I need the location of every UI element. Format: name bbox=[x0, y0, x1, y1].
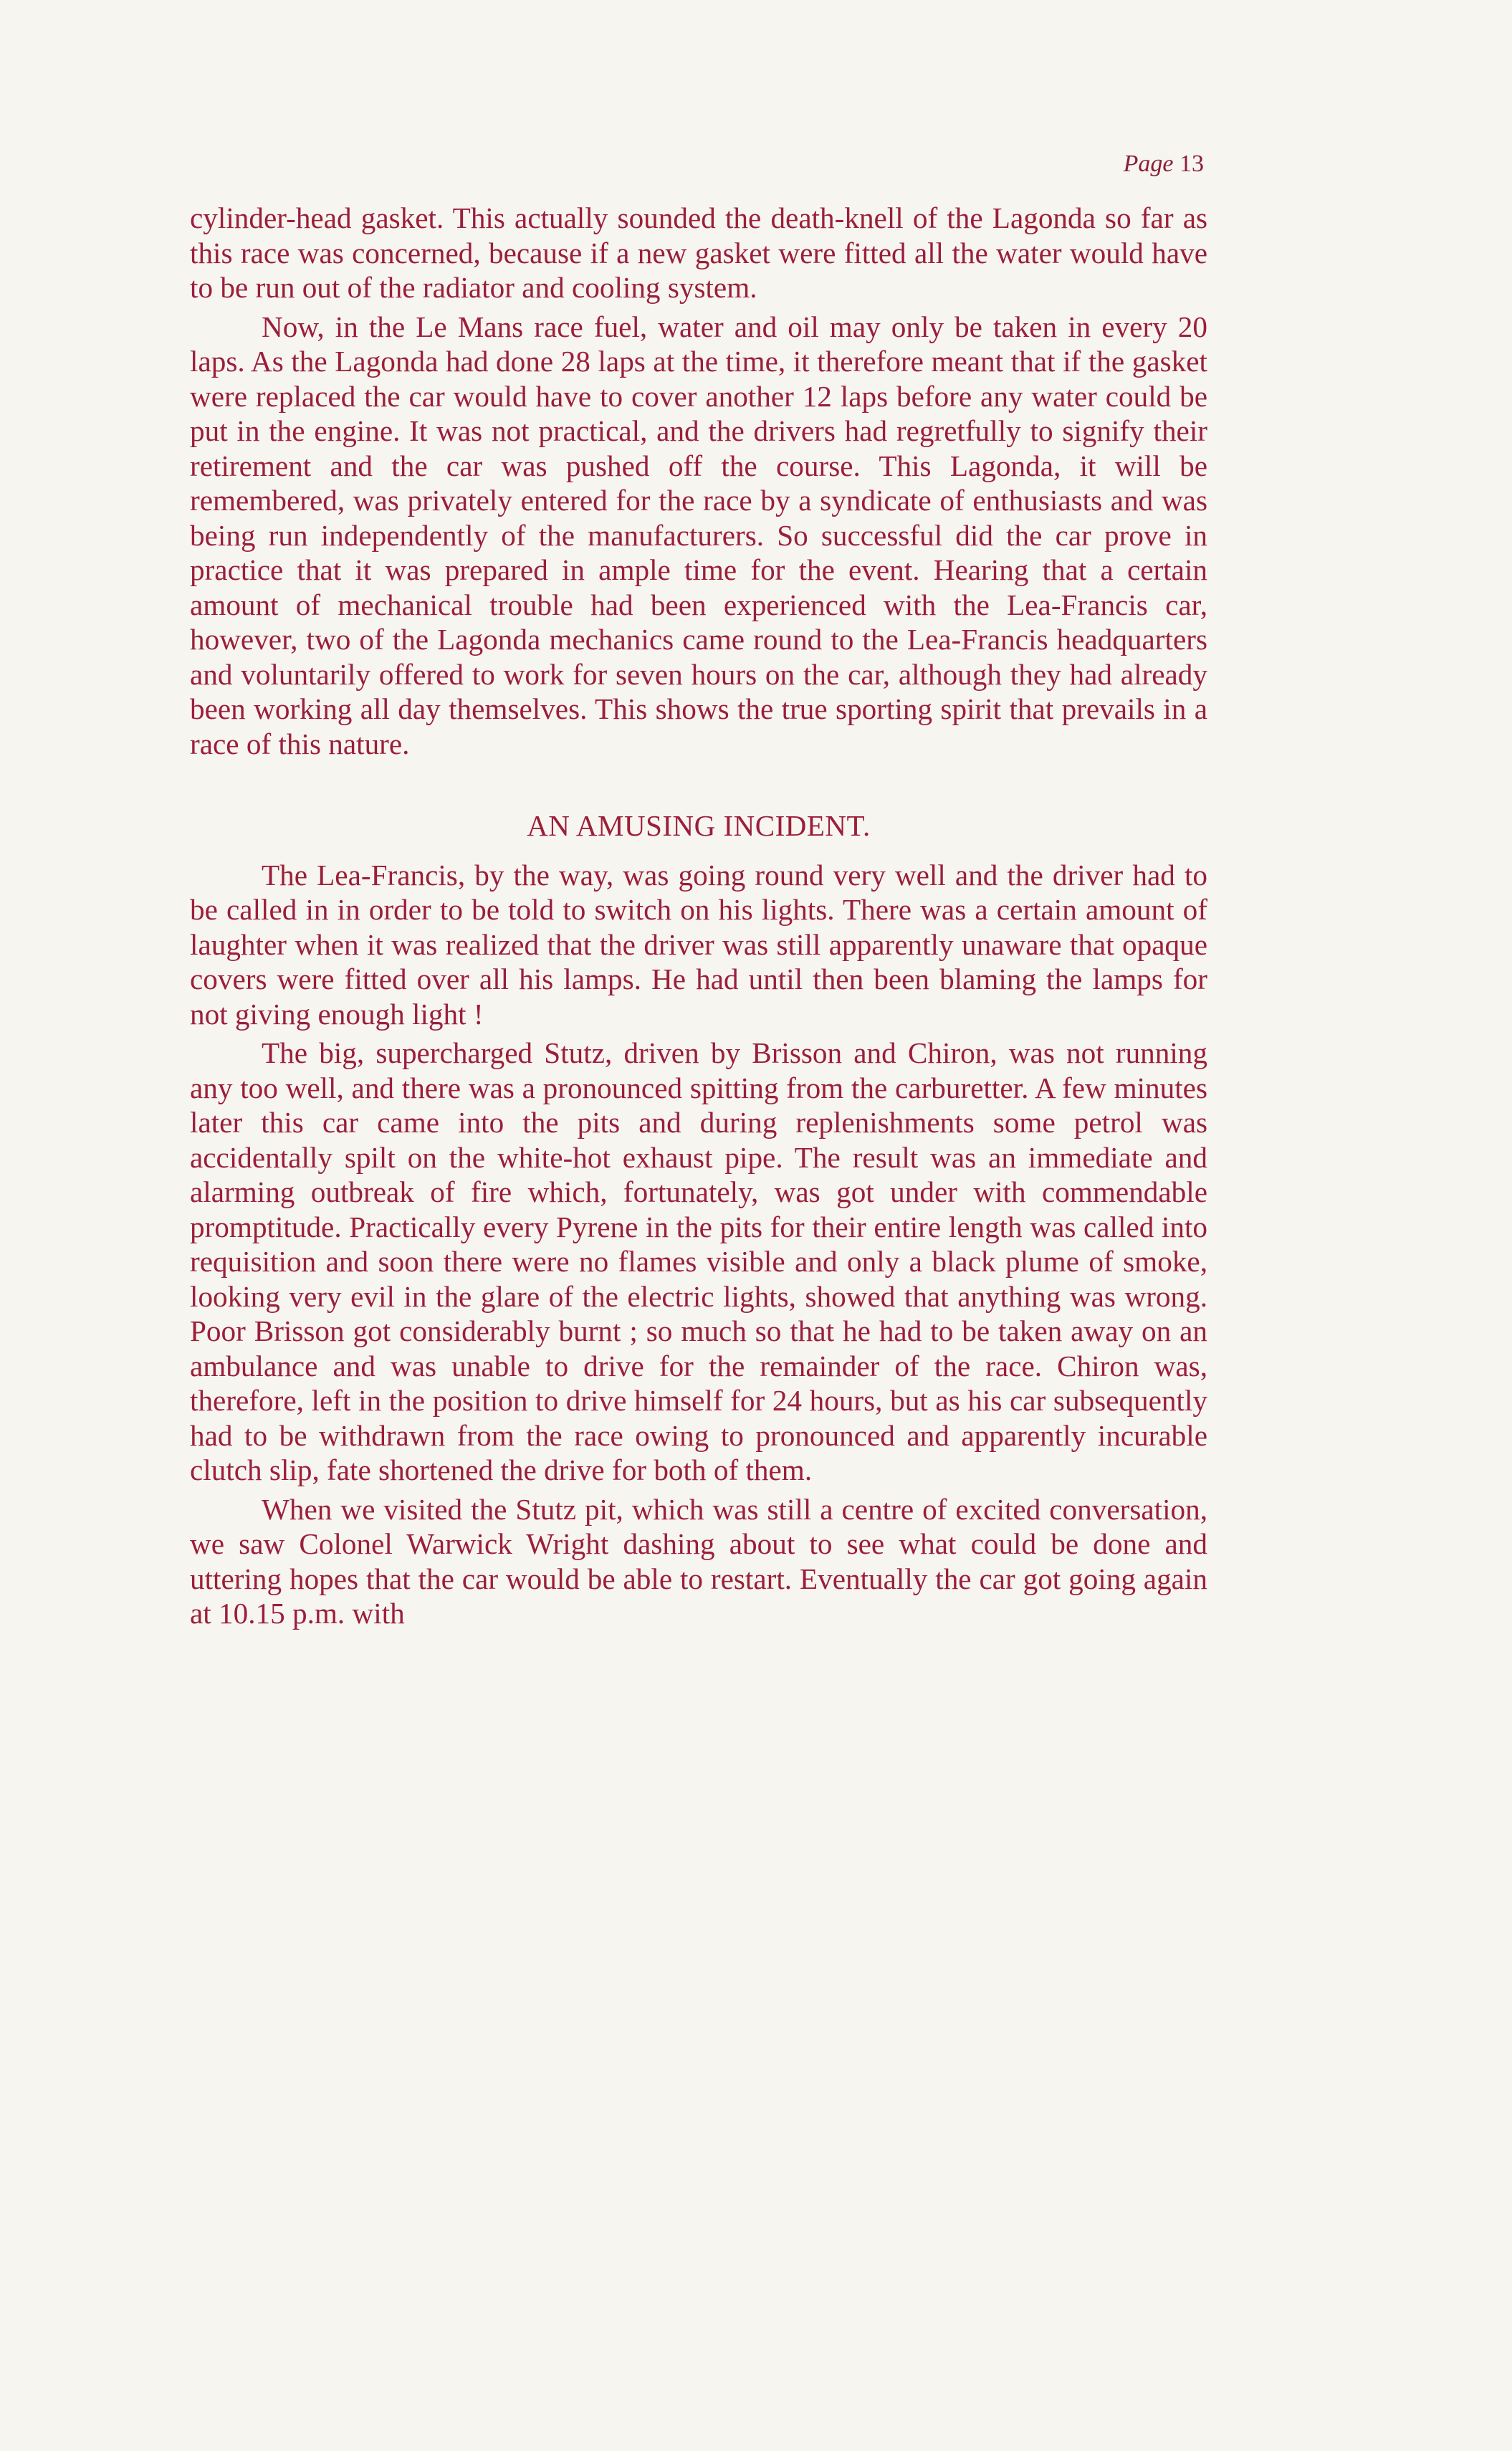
paragraph-stutz-fire: The big, supercharged Stutz, driven by Brisson and Chiron, was not running any too well, and there was a pronounced spitting from the carburetter. A few minutes later this car came into the pits and during replenishments some petrol was accidentally spilt on the white-hot exhaust pipe. The result was an immediate and alarming outbreak of fire which, fortunately, was got under with commendable promptitude. Practically every Pyrene in the pits for their entire length was called into requisition and soon there were no flames visible and only a black plume of smoke, looking very evil in the glare of the electric lights, showed that anything was wrong. Poor Brisson got considerably burnt ; so much so that he had to be taken away on an ambulance and was unable to drive for the remainder of the race. Chiron was, therefore, left in the position to drive himself for 24 hours, but as his car subsequently had to be withdrawn from the race owing to pronounced and apparently incurable clutch slip, fate shortened the drive for both of them. bbox=[190, 1036, 1207, 1486]
body-text bbox=[190, 201, 1207, 1635]
paragraph-continuation: cylinder-head gasket. This actually sounded the death-knell of the Lagonda so far as this race was concerned, because if a new gasket were fitted all the water would have to be run out of the radiator and cooling system. bbox=[190, 201, 1207, 304]
paragraph-stutz-pit: When we visited the Stutz pit, which was still a centre of excited conversation, we saw Colonel Warwick Wright dashing about to see what could be done and uttering hopes that the car would be able to restart. Eventually the car got going again at 10.15 p.m. with bbox=[190, 1492, 1207, 1630]
paragraph-lea-francis-lights: The Lea-Francis, by the way, was going round very well and the driver had to be called in in order to be told to switch on his lights. There was a certain amount of laughter when it was realized that the driver was still apparently unaware that opaque covers were fitted over all his lamps. He had until then been blaming the lamps for not giving enough light ! bbox=[190, 858, 1207, 1031]
page-number bbox=[1104, 150, 1204, 178]
page-number-label: Page bbox=[1123, 150, 1174, 177]
paragraph-le-mans-rules: Now, in the Le Mans race fuel, water and oil may only be taken in every 20 laps. As the Lagonda had done 28 laps at the time, it therefore meant that if the gasket were replaced the car would have to cover another 12 laps before any water could be put in the engine. It was not practical, and the drivers had regretfully to signify their retirement and the car was pushed off the course. This Lagonda, it will be remembered, was privately entered for the race by a syndicate of enthusiasts and was being run independently of the manufacturers. So successful did the car prove in practice that it was prepared in ample time for the event. Hearing that a certain amount of mechanical trouble had been experienced with the Lea-Francis car, however, two of the Lagonda mechanics came round to the Lea-Francis headquarters and voluntarily offered to work for seven hours on the car, although they had already been working all day themselves. This shows the true sporting spirit that prevails in a race of this nature. bbox=[190, 310, 1207, 760]
page-number-value: 13 bbox=[1180, 150, 1204, 177]
section-heading: AN AMUSING INCIDENT. bbox=[527, 809, 871, 842]
